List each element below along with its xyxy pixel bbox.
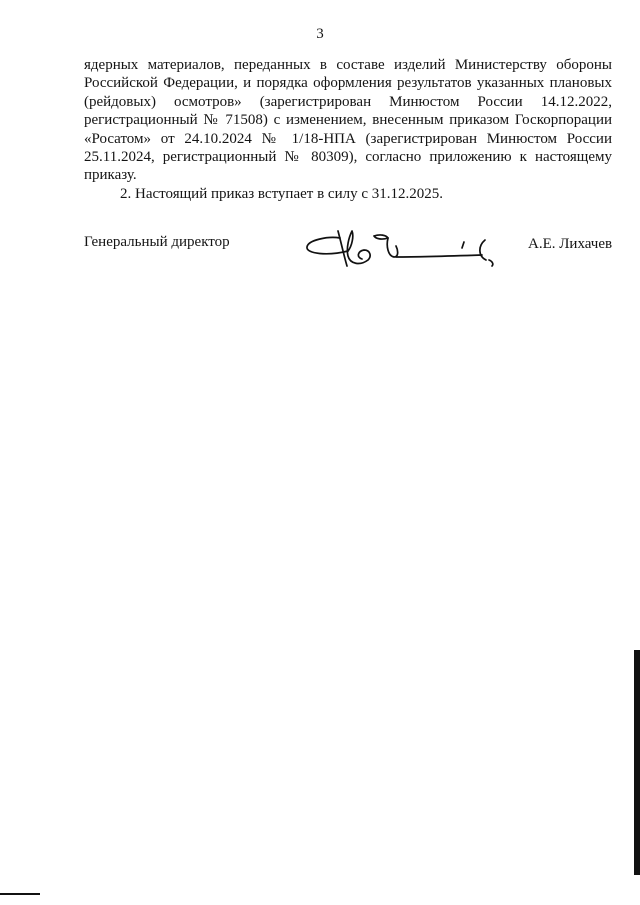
body-line-3: (рейдовых) осмотров» (зарегистрирован Минюстом России 14.12.2022, — [84, 93, 612, 110]
page-number: 3 — [316, 26, 324, 42]
signatory-title: Генеральный директор — [84, 234, 230, 250]
signature-block — [0, 226, 640, 276]
scan-edge-mark — [634, 650, 640, 875]
scan-bottom-mark — [0, 893, 40, 895]
body-line-1: ядерных материалов, переданных в составе изделий Министерству обороны — [84, 57, 612, 73]
body-line-2: Российской Федерации, и порядка оформления результатов указанных плановых — [84, 75, 612, 92]
paragraph-2-line: 2. Настоящий приказ вступает в силу с 31.12.2025. — [120, 185, 443, 202]
body-line-5: «Росатом» от 24.10.2024 № 1/18-НПА (зарегистрирован Минюстом России — [84, 130, 612, 147]
body-line-4: регистрационный № 71508) с изменением, внесенным приказом Госкорпорации — [84, 112, 612, 129]
body-line-7: приказу. — [84, 167, 137, 184]
body-line-6: 25.11.2024, регистрационный № 80309), согласно приложению к настоящему — [84, 148, 612, 165]
handwritten-signature — [302, 226, 502, 270]
signatory-name: А.Е. Лихачев — [528, 236, 613, 252]
document-body — [84, 56, 612, 203]
